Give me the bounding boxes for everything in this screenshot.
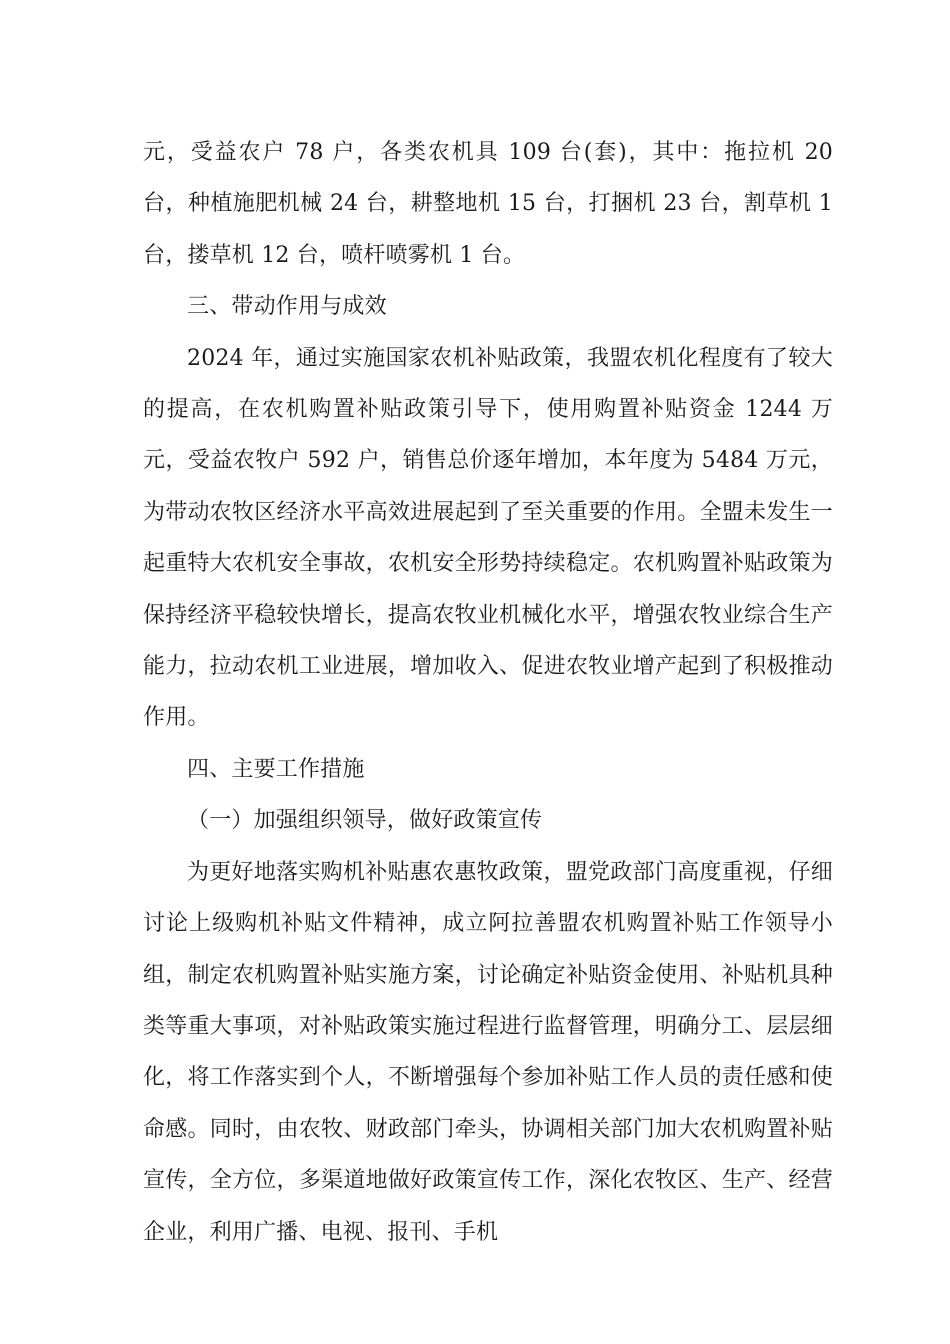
paragraph-results: 2024 年，通过实施国家农机补贴政策，我盟农机化程度有了较大的提高，在农机购置补贴政策引导下，使用购置补贴资金 1244 万元，受益农牧户 592 户，销售总价逐年增加，本年度为 5484 万元，为带动农牧区经济水平高效进展起到了至关重要的作用。全盟未发生一起重特大农机安全事故，农机安全形势持续稳定。农机购置补贴政策为保持经济平稳较快增长，提高农牧业机械化水平，增强农牧业综合生产能力，拉动农机工业进展，增加收入、促进农牧业增产起到了积极推动作用。 xyxy=(143,345,833,731)
section-heading-three: 三、带动作用与成效 xyxy=(187,294,387,320)
section-heading-four: 四、主要工作措施 xyxy=(187,756,365,782)
paragraph-continuation: 元，受益农户 78 户，各类农机具 109 台(套)，其中：拖拉机 20 台，种植施肥机械 24 台，耕整地机 15 台，打捆机 23 台，割草机 1 台，搂草机 12 台，喷杆喷雾机 1 台。 xyxy=(143,140,833,268)
subsection-heading-one: （一）加强组织领导，做好政策宣传 xyxy=(187,808,543,834)
document-body xyxy=(143,127,833,1258)
paragraph-organization: 为更好地落实购机补贴惠农惠牧政策，盟党政部门高度重视，仔细讨论上级购机补贴文件精神，成立阿拉善盟农机购置补贴工作领导小组，制定农机购置补贴实施方案，讨论确定补贴资金使用、补贴机具种类等重大事项，对补贴政策实施过程进行监督管理，明确分工、层层细化，将工作落实到个人，不断增强每个参加补贴工作人员的责任感和使命感。同时，由农牧、财政部门牵头，协调相关部门加大农机购置补贴宣传，全方位，多渠道地做好政策宣传工作，深化农牧区、生产、经营企业，利用广播、电视、报刊、手机 xyxy=(143,859,833,1245)
